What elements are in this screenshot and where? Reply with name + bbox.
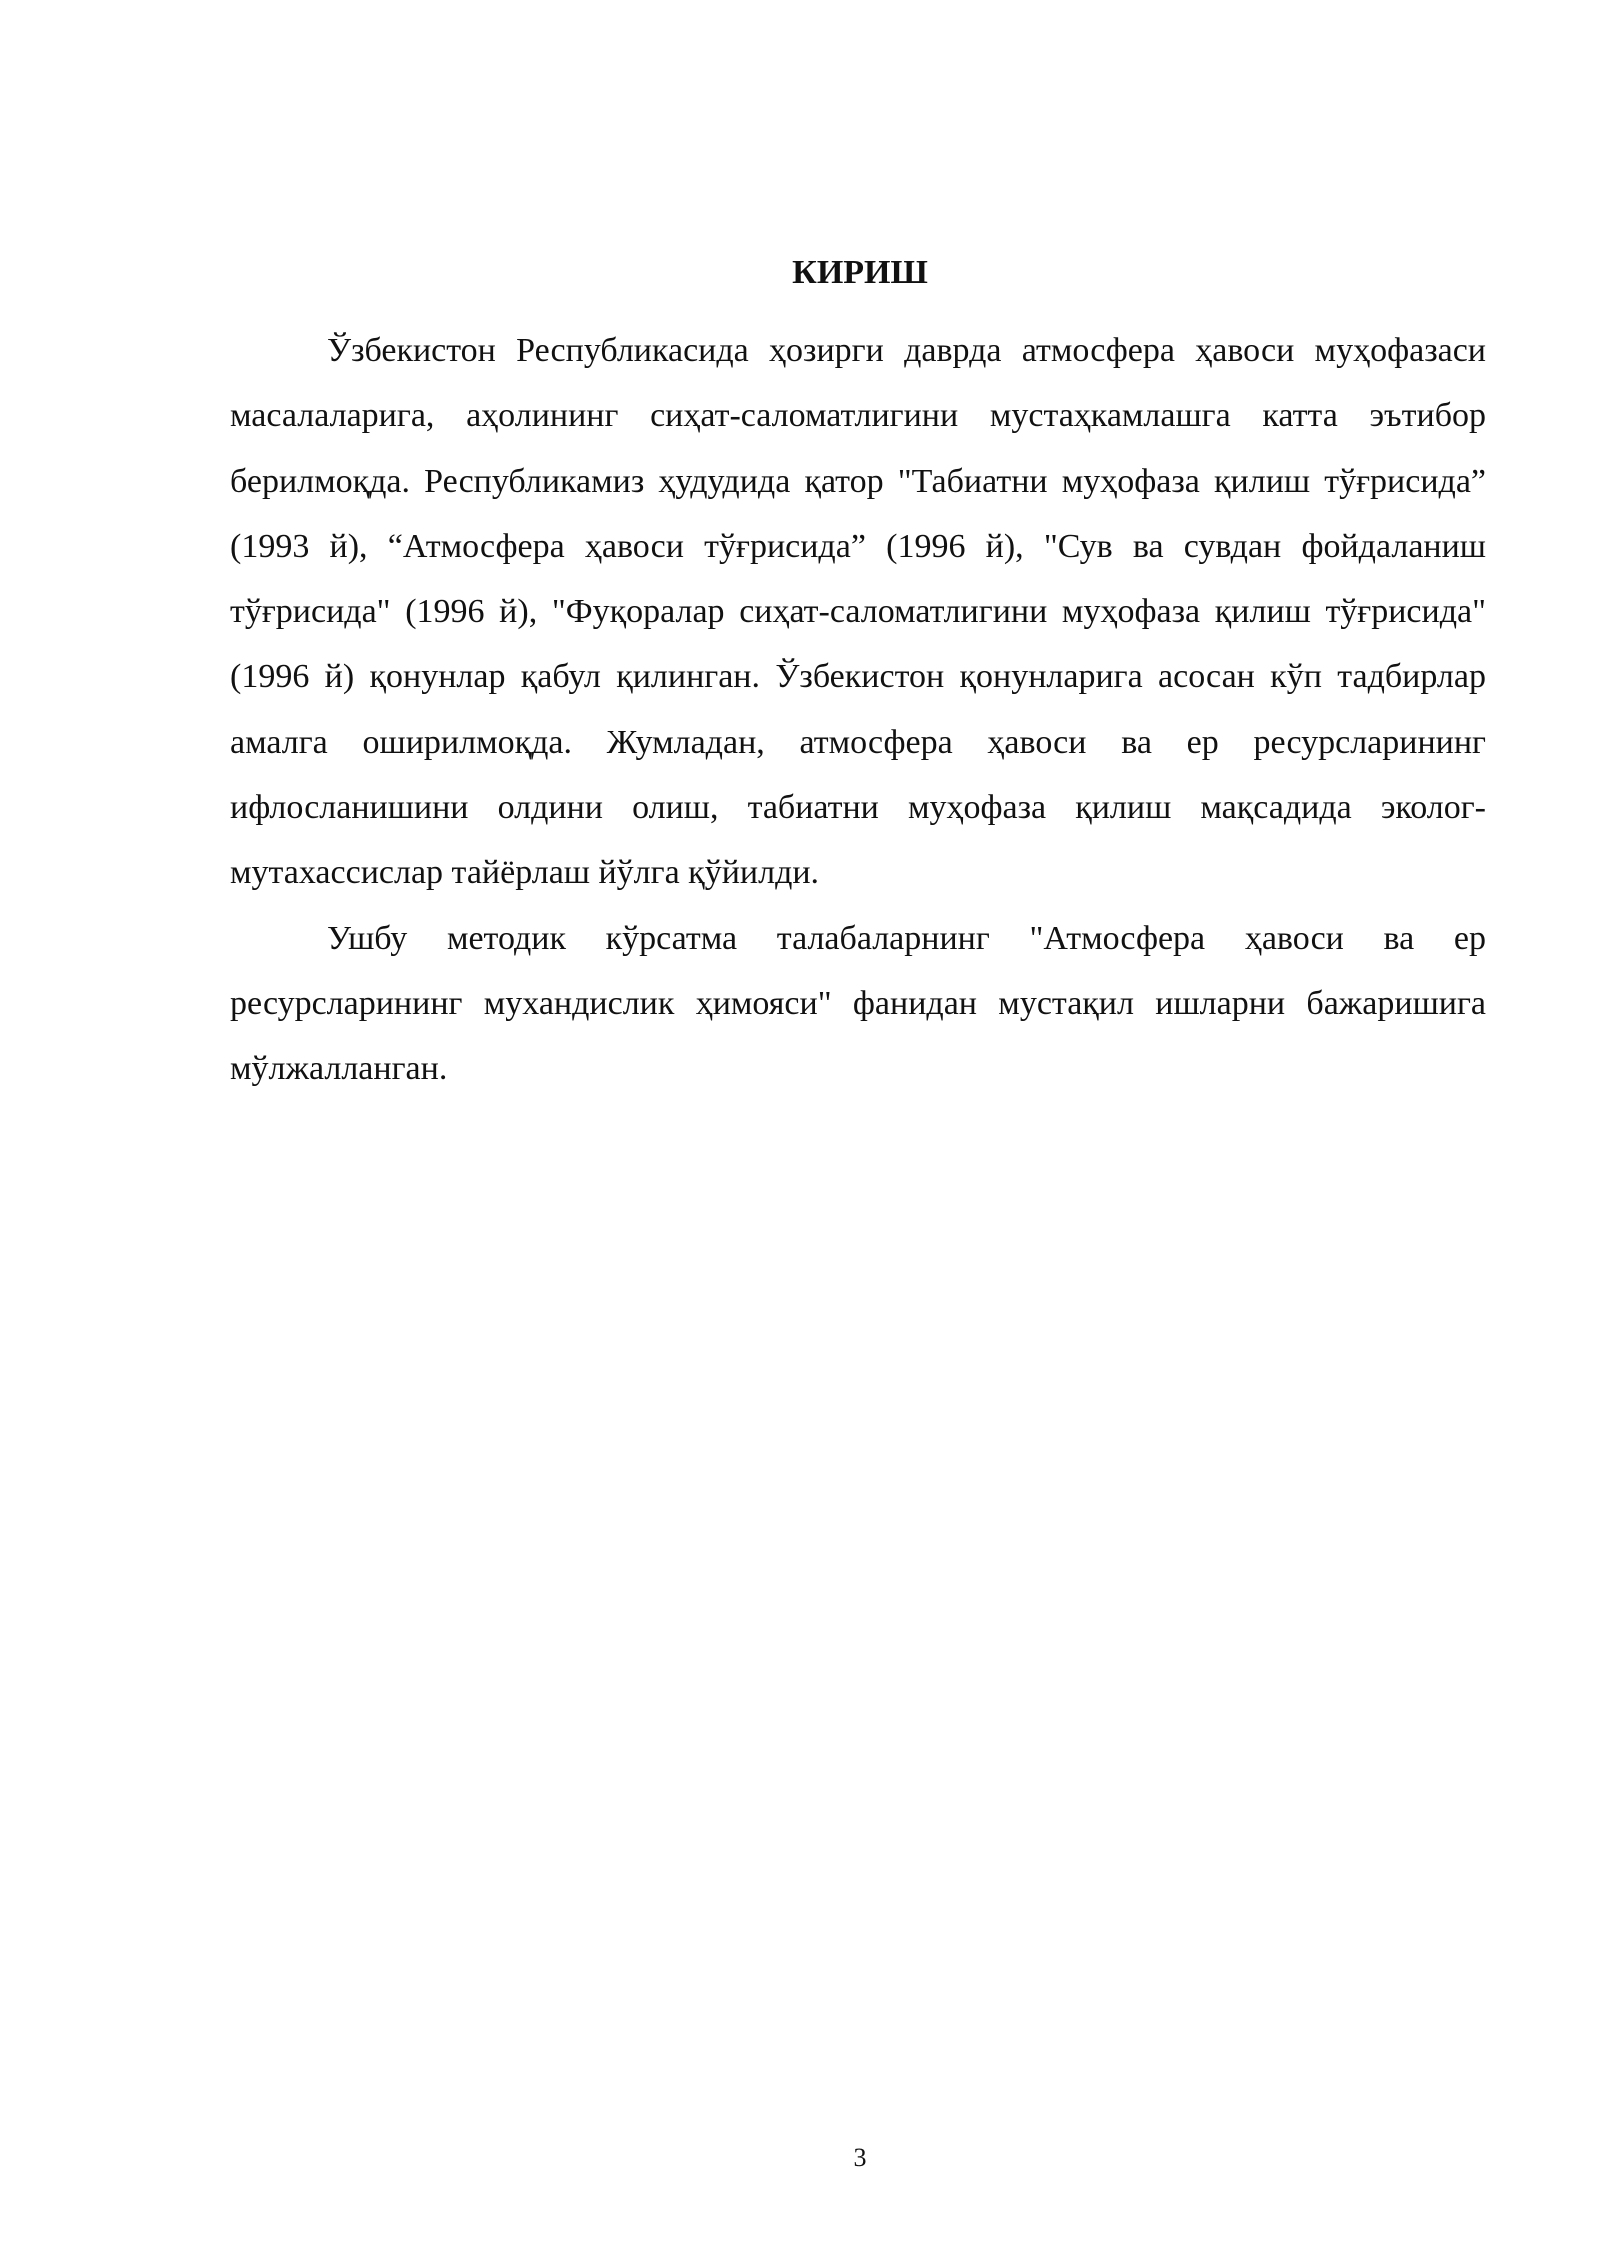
paragraph-purpose: Ушбу методик кўрсатма талабаларнинг "Атмосфера ҳавоси ва ер ресурсларининг мухандислик ҳимояси" фанидан мустақил ишларни бажаришига мўлжалланган. — [230, 919, 1486, 1088]
page-title: КИРИШ — [792, 254, 928, 291]
page-number: 3 — [853, 2143, 867, 2172]
body-text — [230, 318, 1486, 1102]
paragraph-intro: Ўзбекистон Республикасида ҳозирги даврда атмосфера ҳавоси муҳофазаси масалаларига, аҳолининг сиҳат-саломатлигини мустаҳкамлашга катта эътибор берилмоқда. Республикамиз ҳудудида қатор "Табиатни муҳофаза қилиш тўғрисида” (1993 й), “Атмосфера ҳавоси тўғрисида” (1996 й), "Сув ва сувдан фойдаланиш тўғрисида" (1996 й), "Фуқоралар сиҳат-саломатлигини муҳофаза қилиш тўғрисида" (1996 й) қонунлар қабул қилинган. Ўзбекистон қонунларига асосан кўп тадбирлар амалга оширилмоқда. Жумладан, атмосфера ҳавоси ва ер ресурсларининг ифлосланишини олдини олиш, табиатни муҳофаза қилиш мақсадида эколог-мутахассислар тайёрлаш йўлга қўйилди. — [230, 332, 1486, 892]
